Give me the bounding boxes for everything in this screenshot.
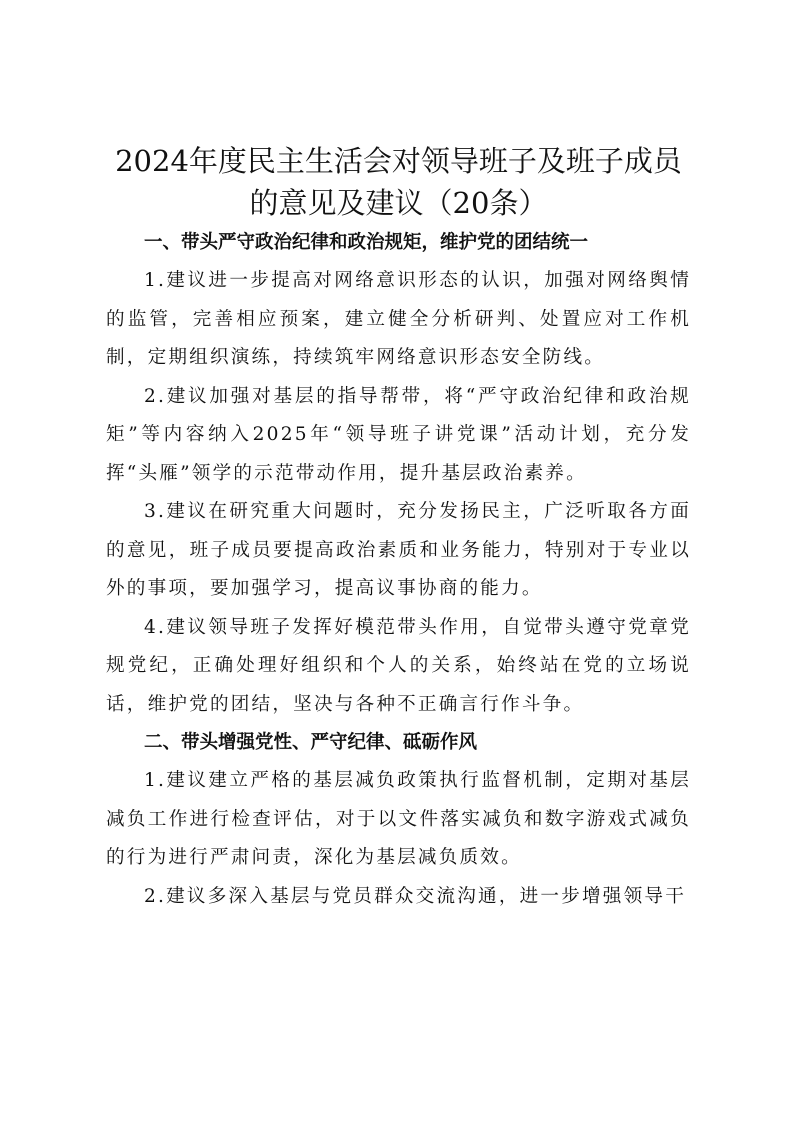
paragraph: 4.建议领导班子发挥好模范带头作用，自觉带头遵守党章党规党纪，正确处理好组织和个人的关系，始终站在党的立场说话，维护党的团结，坚决与各种不正确言行作斗争。 xyxy=(106,616,691,715)
section-heading: 一、带头严守政治纪律和政治规矩，维护党的团结统一 xyxy=(144,232,589,253)
paragraph: 1.建议建立严格的基层减负政策执行监督机制，定期对基层减负工作进行检查评估，对于以文件落实减负和数字游戏式减负的行为进行严肃问责，深化为基层减负质效。 xyxy=(106,770,691,868)
paragraph: 3.建议在研究重大问题时，充分发扬民主，广泛听取各方面的意见，班子成员要提高政治素质和业务能力，特别对于专业以外的事项，要加强学习，提高议事协商的能力。 xyxy=(106,501,691,599)
section-1 xyxy=(106,224,691,724)
document-title xyxy=(106,140,691,224)
section-2 xyxy=(106,724,691,916)
title-line-2: 的意见及建议（20条） xyxy=(249,186,548,220)
paragraph: 2.建议加强对基层的指导帮带，将“严守政治纪律和政治规矩”等内容纳入2025年“领导班子讲党课”活动计划，充分发挥“头雁”领学的示范带动作用，提升基层政治素养。 xyxy=(106,385,691,484)
title-line-1: 2024年度民主生活会对领导班子及班子成员 xyxy=(115,144,682,178)
paragraph: 1.建议进一步提高对网络意识形态的认识，加强对网络舆情的监管，完善相应预案，建立健全分析研判、处置应对工作机制，定期组织演练，持续筑牢网络意识形态安全防线。 xyxy=(106,270,691,368)
document-page xyxy=(106,140,691,916)
section-heading: 二、带头增强党性、严守纪律、砥砺作风 xyxy=(144,732,478,753)
paragraph: 2.建议多深入基层与党员群众交流沟通，进一步增强领导干 xyxy=(144,885,686,907)
